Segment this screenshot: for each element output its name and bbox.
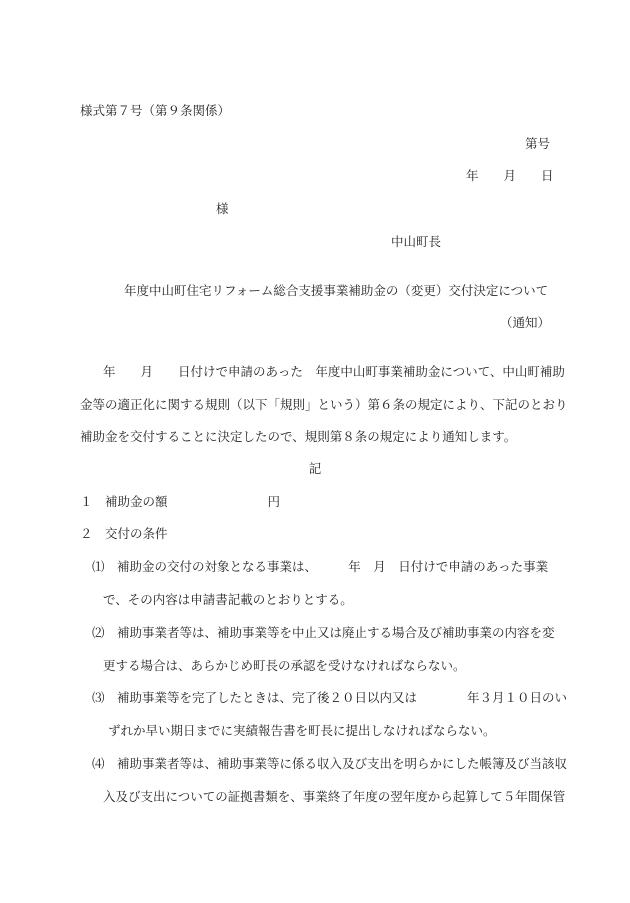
item-1-subsidy-amount: １ 補助金の額 円 bbox=[80, 494, 281, 509]
condition-4-line-2: 入及び支出についての証拠書類を、事業終了年度の翌年度から起算して５年間保管 bbox=[103, 789, 566, 804]
condition-2-line-2: 更する場合は、あらかじめ町長の承認を受けなければならない。 bbox=[103, 658, 466, 673]
condition-3-line-1: ⑶ 補助事業等を完了したときは、完了後２０日以内又は 年３月１０日のい bbox=[92, 690, 568, 705]
document-title-suffix: （通知） bbox=[499, 315, 550, 330]
addressee: 様 bbox=[216, 201, 229, 216]
body-line-3: 補助金を交付することに決定したので、規則第８条の規定により通知します。 bbox=[80, 429, 517, 444]
body-line-2: 金等の適正化に関する規則（以下「規則」という）第６条の規定により、下記のとおり bbox=[80, 397, 568, 412]
ki-heading: 記 bbox=[308, 461, 322, 476]
body-line-1: 年 月 日付けで申請のあった 年度中山町事業補助金について、中山町補助 bbox=[103, 364, 565, 379]
condition-2-line-1: ⑵ 補助事業者等は、補助事業等を中止又は廃止する場合及び補助事業の内容を変 bbox=[92, 625, 555, 640]
sender: 中山町長 bbox=[391, 234, 442, 249]
issue-date: 年 月 日 bbox=[466, 168, 554, 183]
condition-1-line-1: ⑴ 補助金の交付の対象となる事業は、 年 月 日付けで申請のあった事業 bbox=[92, 559, 549, 574]
condition-3-line-2: ずれか早い期日までに実績報告書を町長に提出しなければならない。 bbox=[108, 723, 496, 738]
condition-1-line-2: で、その内容は申請書記載のとおりとする。 bbox=[103, 592, 353, 607]
document-number: 第号 bbox=[524, 136, 550, 151]
document-title: 年度中山町住宅リフォーム総合支援事業補助金の（変更）交付決定について bbox=[124, 283, 549, 298]
form-number: 様式第７号（第９条関係） bbox=[80, 103, 231, 118]
condition-4-line-1: ⑷ 補助事業者等は、補助事業等に係る収入及び支出を明らかにした帳簿及び当該収 bbox=[92, 756, 568, 771]
item-2-conditions-heading: ２ 交付の条件 bbox=[80, 526, 168, 541]
